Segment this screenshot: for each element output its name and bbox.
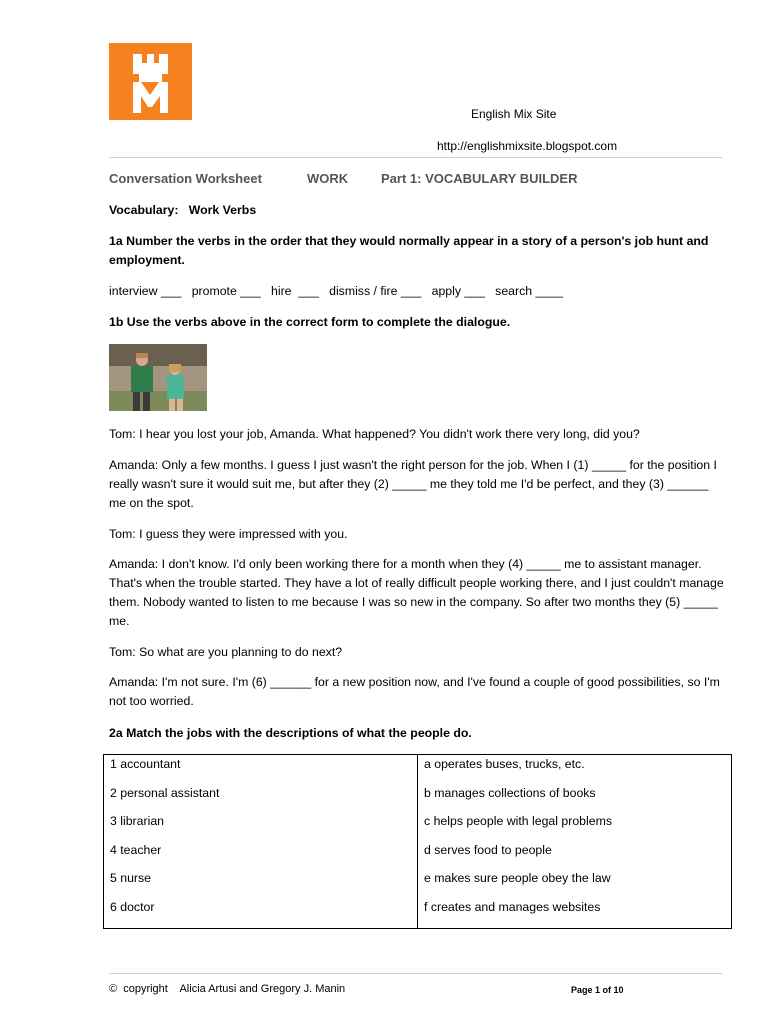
site-name: English Mix Site (471, 107, 557, 121)
dialogue-line-5: Tom: So what are you planning to do next? (109, 645, 343, 659)
dialogue-line-3: Tom: I guess they were impressed with you. (109, 527, 348, 541)
table-row (104, 898, 732, 929)
question-1a: 1a Number the verbs in the order that they would normally appear in a story of a person's job hunt and employment. (109, 234, 709, 267)
matching-table (103, 754, 732, 929)
dialogue-photo (109, 344, 207, 411)
page-number: Page 1 of 10 (571, 985, 624, 995)
dialogue-line-2: Amanda: Only a few months. I guess I just wasn't the right person for the job. When I (1) _____ for the position I really wasn't sure it would suit me, but after they (2) _____ me they told me I'd be perfect, and they (3) ______ me on the spot. (109, 458, 717, 510)
job-cell: 1 accountant (110, 757, 181, 771)
question-2a: 2a Match the jobs with the descriptions of what the people do. (109, 726, 472, 740)
job-cell: 4 teacher (110, 842, 162, 857)
dialogue-line-1: Tom: I hear you lost your job, Amanda. What happened? You didn't work there very long, did you? (109, 427, 640, 441)
footer-divider (109, 973, 722, 974)
verbs-line: interview ___ promote ___ hire ___ dismiss / fire ___ apply ___ search ____ (109, 284, 563, 298)
vocab-heading: Vocabulary: Work Verbs (109, 203, 257, 217)
table-row (104, 812, 732, 841)
job-cell: 2 personal assistant (110, 785, 220, 800)
description-cell: c helps people with legal problems (424, 814, 612, 829)
description-cell: f creates and manages websites (424, 899, 601, 914)
part-label: Part 1: VOCABULARY BUILDER (381, 171, 578, 186)
table-row (104, 869, 732, 898)
header-divider (109, 157, 722, 158)
description-cell: b manages collections of books (424, 785, 596, 800)
site-logo (109, 43, 192, 120)
question-1b: 1b Use the verbs above in the correct form to complete the dialogue. (109, 315, 511, 329)
site-url[interactable]: http://englishmixsite.blogspot.com (437, 139, 618, 153)
job-cell: 3 librarian (110, 814, 164, 829)
table-row (104, 755, 732, 784)
worksheet-label: Conversation Worksheet (109, 171, 262, 186)
description-cell: d serves food to people (424, 842, 552, 857)
table-row (104, 841, 732, 870)
castle-m-logo-icon (109, 43, 192, 120)
description-cell: a operates buses, trucks, etc. (424, 757, 585, 771)
table-row (104, 784, 732, 813)
copyright-text: © copyright Alicia Artusi and Gregory J. Manin (109, 983, 346, 995)
dialogue-line-6: Amanda: I'm not sure. I'm (6) ______ for a new position now, and I've found a couple of good possibilities, so I'm not too worried. (109, 675, 720, 708)
description-cell: e makes sure people obey the law (424, 871, 611, 886)
job-cell: 5 nurse (110, 871, 152, 886)
topic-label: WORK (307, 171, 349, 186)
job-cell: 6 doctor (110, 899, 155, 914)
dialogue-line-4: Amanda: I don't know. I'd only been working there for a month when they (4) _____ me to assistant manager. That's when the trouble started. They have a lot of really difficult people working there, and I just couldn't manage them. Nobody wanted to listen to me because I was so new in the company. So after two months they (5) _____ me. (109, 557, 724, 628)
